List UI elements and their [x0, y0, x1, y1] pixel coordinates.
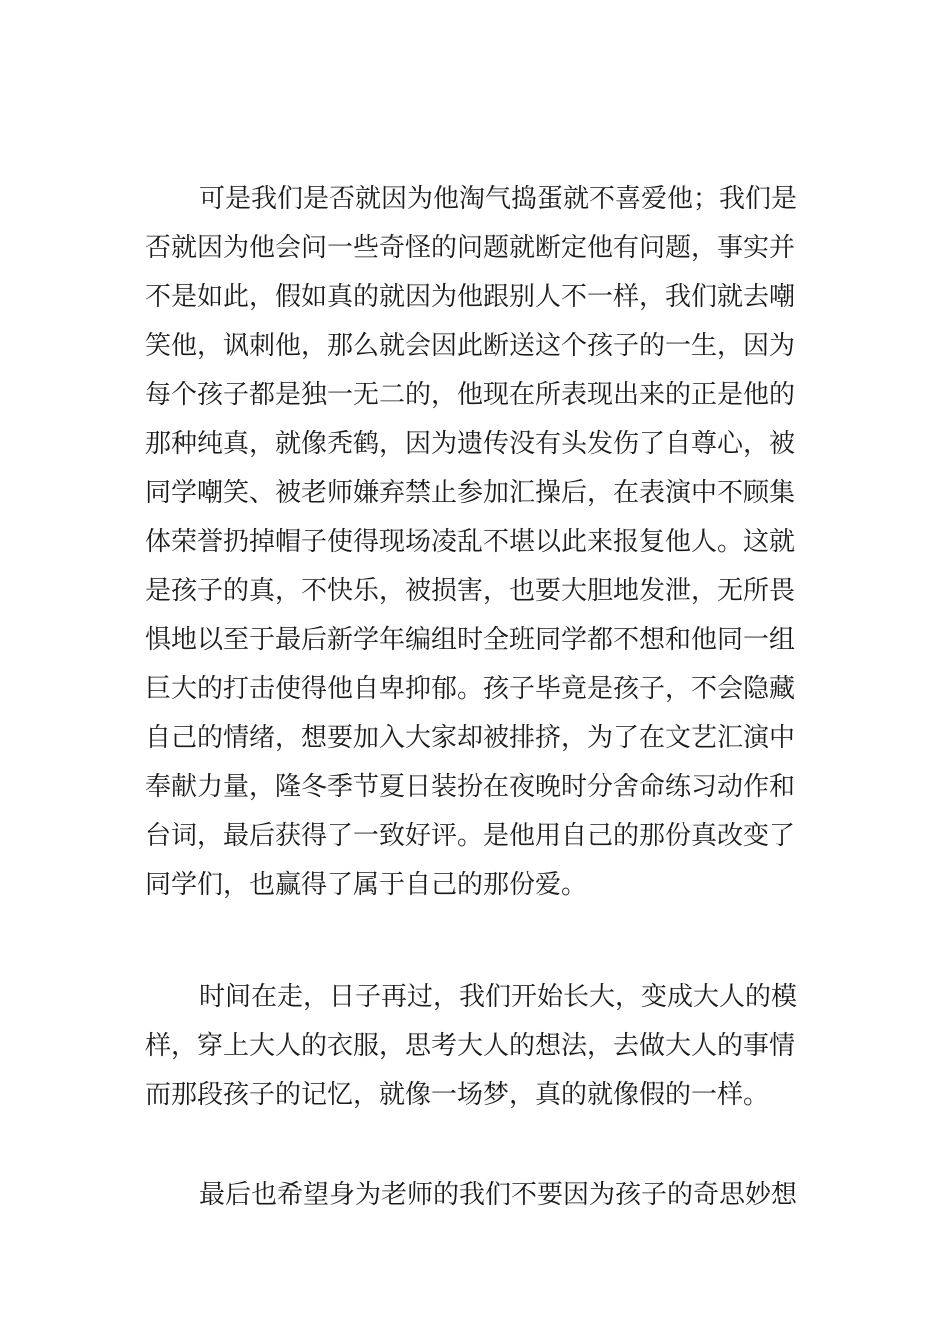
- text-line: 最后也希望身为老师的我们不要因为孩子的奇思妙想: [199, 1180, 798, 1210]
- text-line: 而那段孩子的记忆，就像一场梦，真的就像假的一样。: [145, 1080, 770, 1110]
- text-line: 体荣誉扔掉帽子使得现场凌乱不堪以此来报复他人。这就: [145, 527, 796, 557]
- text-line: 同学们，也赢得了属于自己的那份爱。: [145, 870, 588, 900]
- paragraph-1: [145, 175, 825, 910]
- text-line: 可是我们是否就因为他淘气捣蛋就不喜爱他；我们是: [199, 184, 798, 214]
- text-line: 台词，最后获得了一致好评。是他用自己的那份真改变了: [145, 821, 796, 851]
- text-line: 惧地以至于最后新学年编组时全班同学都不想和他同一组: [145, 625, 796, 655]
- text-line: 是孩子的真，不快乐，被损害，也要大胆地发泄，无所畏: [145, 576, 796, 606]
- text-line: 那种纯真，就像秃鹤，因为遗传没有头发伤了自尊心，被: [145, 429, 796, 459]
- paragraph-3: [145, 1171, 825, 1220]
- text-line: 样，穿上大人的衣服，思考大人的想法，去做大人的事情: [145, 1031, 796, 1061]
- text-line: 同学嘲笑、被老师嫌弃禁止参加汇操后，在表演中不顾集: [145, 478, 796, 508]
- text-line: 自己的情绪，想要加入大家却被排挤，为了在文艺汇演中: [145, 723, 796, 753]
- text-line: 时间在走，日子再过，我们开始长大，变成大人的模: [199, 982, 798, 1012]
- text-line: 巨大的打击使得他自卑抑郁。孩子毕竟是孩子，不会隐藏: [145, 674, 796, 704]
- text-line: 每个孩子都是独一无二的，他现在所表现出来的正是他的: [145, 380, 796, 410]
- text-line: 笑他，讽刺他，那么就会因此断送这个孩子的一生，因为: [145, 331, 796, 361]
- paragraph-2: [145, 973, 825, 1120]
- text-line: 否就因为他会问一些奇怪的问题就断定他有问题，事实并: [145, 233, 796, 263]
- text-line: 不是如此，假如真的就因为他跟别人不一样，我们就去嘲: [145, 282, 796, 312]
- text-line: 奉献力量，隆冬季节夏日装扮在夜晚时分舍命练习动作和: [145, 772, 796, 802]
